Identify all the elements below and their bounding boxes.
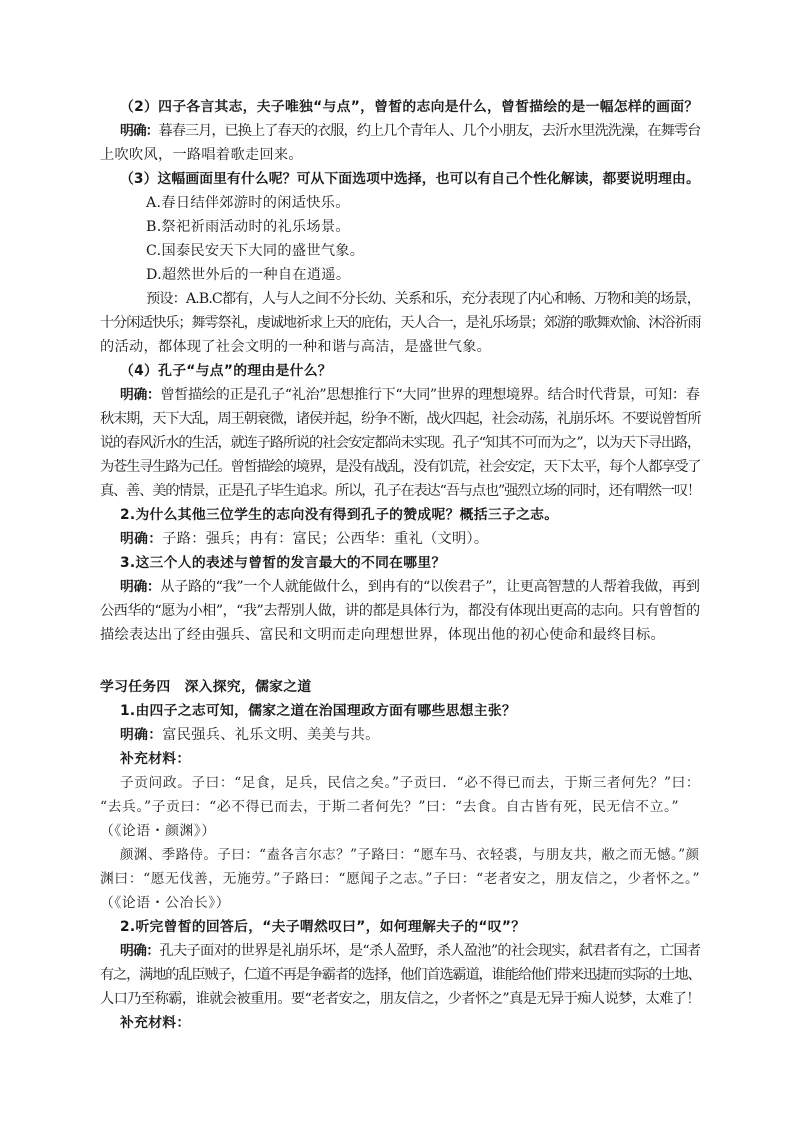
body-text: 上吹吹风，一路唱着歌走回来。 <box>100 147 303 163</box>
question-heading: 补充材料： <box>120 751 191 767</box>
question-heading: （3）这幅画面里有什么呢？可从下面选项中选择，也可以有自己个性化解读，都要说明理由。 <box>120 171 700 187</box>
text-line <box>120 553 446 573</box>
text-line <box>100 821 216 841</box>
text-line <box>146 241 364 261</box>
text-line <box>100 677 311 697</box>
body-text: 公西华的“愿为小相”，“我”去帮别人做，讲的都是具体行为，都没有体现出更高的志向。只有曾皙的 <box>100 603 700 619</box>
body-text: 从子路的“我”一个人就能做什么，到冉有的“以俟君子”，让更高智慧的人帮着我做，再到 <box>160 579 700 595</box>
body-text: 富民强兵、礼乐文明、美美与共。 <box>162 727 380 743</box>
answer-label: 明确： <box>120 943 160 959</box>
text-line <box>120 361 332 381</box>
body-text: C.国泰民安天下大同的盛世气象。 <box>146 243 365 259</box>
body-text: “去兵。”子贡曰：“必不得已而去，于斯二者何先？”曰：“去食。自古皆有死，民无信不立。” <box>100 799 680 815</box>
text-line <box>120 749 190 769</box>
text-line <box>120 773 700 793</box>
body-text: 十分闲适快乐；舞雩祭礼，虔诚地祈求上天的庇佑，天人合一，是礼乐场景；郊游的歌舞欢愉、沐浴祈雨 <box>100 315 701 331</box>
text-line <box>100 337 491 357</box>
body-text: 秋末期，天下大乱，周王朝衰微，诸侯并起，纷争不断，战火四起，社会动荡，礼崩乐坏。不要说曾皙所 <box>100 411 701 427</box>
body-text: （《论语・公冶长》） <box>100 895 231 911</box>
body-text: 真、善、美的情景，正是孔子毕生追求。所以，孔子在表达“吾与点也”强烈立场的同时，还有喟然一叹！ <box>100 483 701 499</box>
body-text: （《论语・颜渊》） <box>100 823 216 839</box>
body-text: 子路：强兵；冉有：富民；公西华：重礼（文明）。 <box>162 531 489 547</box>
question-heading: 学习任务四 深入探究，儒家之道 <box>100 679 312 695</box>
text-line <box>100 601 700 621</box>
text-line <box>120 917 525 937</box>
question-heading: 1.由四子之志可知，儒家之道在治国理政方面有哪些思想主张？ <box>120 703 517 719</box>
text-line <box>100 457 700 477</box>
body-text: 子贡问政。子曰：“足食，足兵，民信之矣。”子贡曰．“必不得已而去，于斯三者何先？”曰： <box>120 775 701 791</box>
answer-label: 明确： <box>120 727 163 743</box>
question-heading: （2）四子各言其志，夫子唯独“与点”，曾皙的志向是什么，曾皙描绘的是一幅怎样的画面？ <box>120 99 699 115</box>
body-text: 预设：A.B.C都有，人与人之间不分长幼、关系和乐，充分表现了内心和畅、万物和美的场景， <box>146 291 701 307</box>
text-line <box>120 845 700 865</box>
text-line <box>120 505 558 525</box>
body-text: 暮春三月，已换上了春天的衣服，约上几个青年人、几个小朋友，去沂水里洗洗澡，在舞雩台 <box>158 123 701 139</box>
body-text: A.春日结伴郊游时的闲适快乐。 <box>146 195 350 211</box>
text-line <box>120 577 700 597</box>
text-line <box>120 941 700 961</box>
body-text: 说的春风沂水的生活，就连子路所说的社会安定都尚未实现。孔子“知其不可而为之”，以为天下寻出路， <box>100 435 701 451</box>
body-text: 有之，满地的乱臣贼子，仁道不再是争霸者的选择，他们首选霸道，谁能给他们带来迅捷而实际的土地、 <box>100 967 701 983</box>
answer-label: 明确： <box>120 387 161 403</box>
text-line <box>120 725 380 745</box>
body-text: D.超然世外后的一种自在逍遥。 <box>146 267 351 283</box>
text-line <box>100 869 700 889</box>
question-heading: 2.为什么其他三位学生的志向没有得到孔子的赞成呢？概括三子之志。 <box>120 507 559 523</box>
body-text: 人口乃至称霸，谁就会被重用。要“老者安之，朋友信之，少者怀之”真是无异于痴人说梦，太难了！ <box>100 991 701 1007</box>
text-line <box>146 217 350 237</box>
body-text: 曾皙描绘的正是孔子“礼治”思想推行下“大同”世界的理想境界。结合时代背景，可知：春 <box>160 387 700 403</box>
body-text: 孔夫子面对的世界是礼崩乐坏，是“杀人盈野，杀人盈池”的社会现实，弑君者有之，亡国者 <box>159 943 701 959</box>
text-line <box>120 169 700 189</box>
body-text: 的活动，都体现了社会文明的一种和谐与高洁，是盛世气象。 <box>100 339 492 355</box>
question-heading: 3.这三个人的表述与曾皙的发言最大的不同在哪里？ <box>120 555 446 571</box>
text-line <box>120 97 698 117</box>
text-line <box>100 145 303 165</box>
text-line <box>100 893 230 913</box>
text-line <box>120 701 516 721</box>
text-line <box>120 529 488 549</box>
text-line <box>146 289 700 309</box>
answer-label: 明确： <box>120 579 161 595</box>
body-text: 渊曰：“愿无伐善，无施劳。”子路曰：“愿闻子之志。”子曰：“老者安之，朋友信之，少者怀之。” <box>100 871 701 887</box>
text-line <box>100 409 700 429</box>
body-text: 为苍生寻生路为己任。曾皙描绘的境界，是没有战乱，没有饥荒，社会安定，天下太平，每个人都享受了 <box>100 459 701 475</box>
body-text: B.祭祀祈雨活动时的礼乐场景。 <box>146 219 350 235</box>
text-line <box>100 481 700 501</box>
body-text: 描绘表达出了经由强兵、富民和文明而走向理想世界，体现出他的初心使命和最终目标。 <box>100 627 666 643</box>
text-line <box>100 433 700 453</box>
answer-label: 明确： <box>120 123 159 139</box>
question-heading: 补充材料： <box>120 1015 191 1031</box>
text-line <box>120 385 700 405</box>
text-line <box>146 193 350 213</box>
body-text: 颜渊、季路侍。子曰：“盍各言尔志？”子路曰：“愿车马、衣轻裘，与朋友共，敝之而无憾。”颜 <box>120 847 700 863</box>
text-line <box>100 989 700 1009</box>
answer-label: 明确： <box>120 531 163 547</box>
text-line <box>120 1013 190 1033</box>
text-line <box>100 965 700 985</box>
text-line <box>146 265 350 285</box>
text-line <box>100 313 700 333</box>
question-heading: 2.听完曾皙的回答后，“夫子喟然叹曰”，如何理解夫子的“叹”？ <box>120 919 526 935</box>
text-line <box>120 121 700 141</box>
text-line <box>100 625 665 645</box>
text-line <box>100 797 679 817</box>
question-heading: （4）孔子“与点”的理由是什么？ <box>120 363 332 379</box>
